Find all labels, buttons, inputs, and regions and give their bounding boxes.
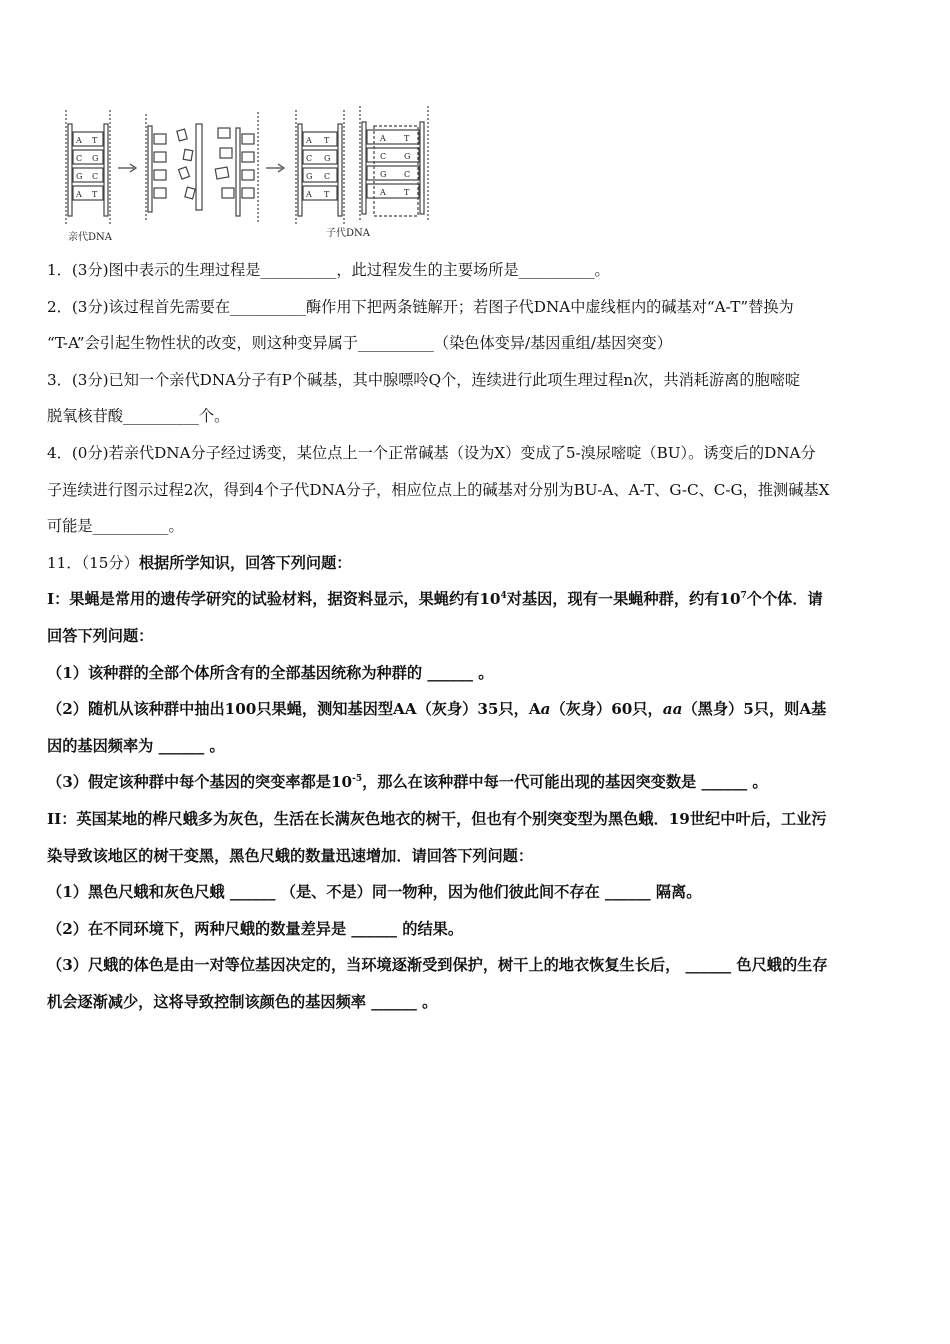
base-label: T: [92, 136, 98, 145]
base-label: G: [404, 152, 411, 161]
base-label: T: [324, 136, 330, 145]
parent-dna-caption: 亲代DNA: [68, 232, 112, 243]
part-1-sub-3: [47, 770, 909, 794]
part-2-sub-3-line-2: 机会逐渐减少，这将导致控制该颜色的基因频率 ______ 。: [47, 992, 438, 1011]
question-11-title: [47, 551, 909, 575]
part-1-sub-2-line-1: [47, 697, 909, 721]
base-label: C: [306, 154, 313, 163]
part-1-sub-1: （1）该种群的全部个体所含有的全部基因统称为种群的 ______ 。: [47, 663, 494, 682]
question-3-line-1: 3．(3分)已知一个亲代DNA分子有P个碱基，其中腺嘌呤Q个，连续进行此项生理过程n次，共消耗游离的胞嘧啶: [47, 370, 801, 389]
base-label: C: [380, 152, 387, 161]
allele-italic: aa: [662, 700, 683, 719]
base-label: T: [92, 190, 98, 199]
part-2-sub-2: （2）在不同环境下，两种尺蛾的数量差异是 ______ 的结果。: [47, 919, 464, 938]
part-1-intro-line-2: 回答下列问题：: [47, 626, 154, 645]
question-2-line-2: “T-A”会引起生物性状的改变，则这种变异属于__________（染色体变异/基因重组/基因突变）: [47, 334, 672, 353]
part-1-sub-3-text: ，那么在该种群中每一代可能出现的基因突变数是 ______ 。: [362, 773, 768, 792]
question-4-line-2: 子连续进行图示过程2次，得到4个子代DNA分子，相应位点上的碱基对分别为BU-A、A-T、G-C、C-G，推测碱基X: [47, 480, 830, 499]
question-3-line-2: 脱氧核苷酸__________个。: [47, 407, 230, 426]
dna-replication-figure: [58, 104, 448, 244]
base-label: A: [306, 190, 312, 199]
part-1-sub-2-line-2: 因的基因频率为 ______ 。: [47, 736, 225, 755]
part-2-text: ：英国某地的桦尺蛾多为灰色，生活在长满灰色地衣的树干，但也有个别突变型为黑色蛾．19世纪中叶后，工业污: [61, 809, 827, 828]
question-2-line-1: 2．(3分)该过程首先需要在__________酶作用下把两条链解开；若图子代DNA中虚线框内的碱基对“A-T”替换为: [47, 297, 794, 316]
allele-italic: a: [540, 700, 551, 719]
base-label: G: [76, 172, 83, 181]
base-label: C: [76, 154, 83, 163]
base-label: G: [92, 154, 99, 163]
part-2-label: II: [47, 809, 62, 828]
base-label: C: [92, 172, 99, 181]
exponent: 7: [740, 591, 747, 602]
dna-replication-diagram: [58, 104, 448, 244]
part-2-sub-1: （1）黑色尺蛾和灰色尺蛾 ______ （是、不是）同一物种，因为他们彼此间不存在 ______ 隔离。: [47, 883, 702, 902]
base-label: T: [404, 188, 410, 197]
base-label: A: [380, 188, 386, 197]
base-label: G: [324, 154, 331, 163]
base-label: A: [306, 136, 312, 145]
base-label: A: [76, 190, 82, 199]
question-content: [47, 258, 909, 1026]
part-1-text: ：果蝇是常用的遗传学研究的试验材料，据资料显示，果蝇约有10: [54, 590, 501, 609]
part-1-sub-2-text: （2）随机从该种群中抽出100只果蝇，测知基因型AA（灰身）35只，A: [47, 700, 541, 719]
question-11-number: 11．（15分）: [47, 553, 139, 572]
base-label: G: [306, 172, 313, 181]
part-2-intro-line-2: 染导致该地区的树干变黑，黑色尺蛾的数量迅速增加．请回答下列问题：: [47, 846, 533, 865]
base-label: A: [380, 134, 386, 143]
part-1-text: 个个体．请: [746, 590, 823, 609]
exponent: -5: [352, 774, 363, 785]
part-1-sub-2-text: （灰身）60只，: [550, 700, 663, 719]
part-2-sub-3-line-1: （3）尺蛾的体色是由一对等位基因决定的，当环境逐渐受到保护，树干上的地衣恢复生长后， ______ 色尺蛾的生存: [47, 956, 828, 975]
part-1-sub-3-text: （3）假定该种群中每个基因的突变率都是10: [47, 773, 353, 792]
base-label: T: [324, 190, 330, 199]
part-1-text: 对基因，现有一果蝇种群，约有10: [506, 590, 741, 609]
part-2-intro-line-1: [47, 807, 909, 831]
base-label: C: [324, 172, 331, 181]
base-label: C: [404, 170, 411, 179]
part-1-sub-2-text: （黑身）5只，则A基: [682, 700, 827, 719]
child-dna-caption: 子代DNA: [326, 228, 370, 239]
part-1-intro-line-1: [47, 587, 909, 611]
base-label: G: [380, 170, 387, 179]
question-11-text: 根据所学知识，回答下列问题：: [138, 553, 352, 572]
exponent: 4: [500, 591, 507, 602]
base-label: A: [76, 136, 82, 145]
base-label: T: [404, 134, 410, 143]
question-4-line-3: 可能是__________。: [47, 517, 184, 536]
part-1-label: I: [47, 590, 55, 609]
question-1: 1．(3分)图中表示的生理过程是__________，此过程发生的主要场所是__________。: [47, 261, 610, 279]
question-4-line-1: 4．(0分)若亲代DNA分子经过诱变，某位点上一个正常碱基（设为X）变成了5-溴尿嘧啶（BU）。诱变后的DNA分: [47, 443, 816, 462]
